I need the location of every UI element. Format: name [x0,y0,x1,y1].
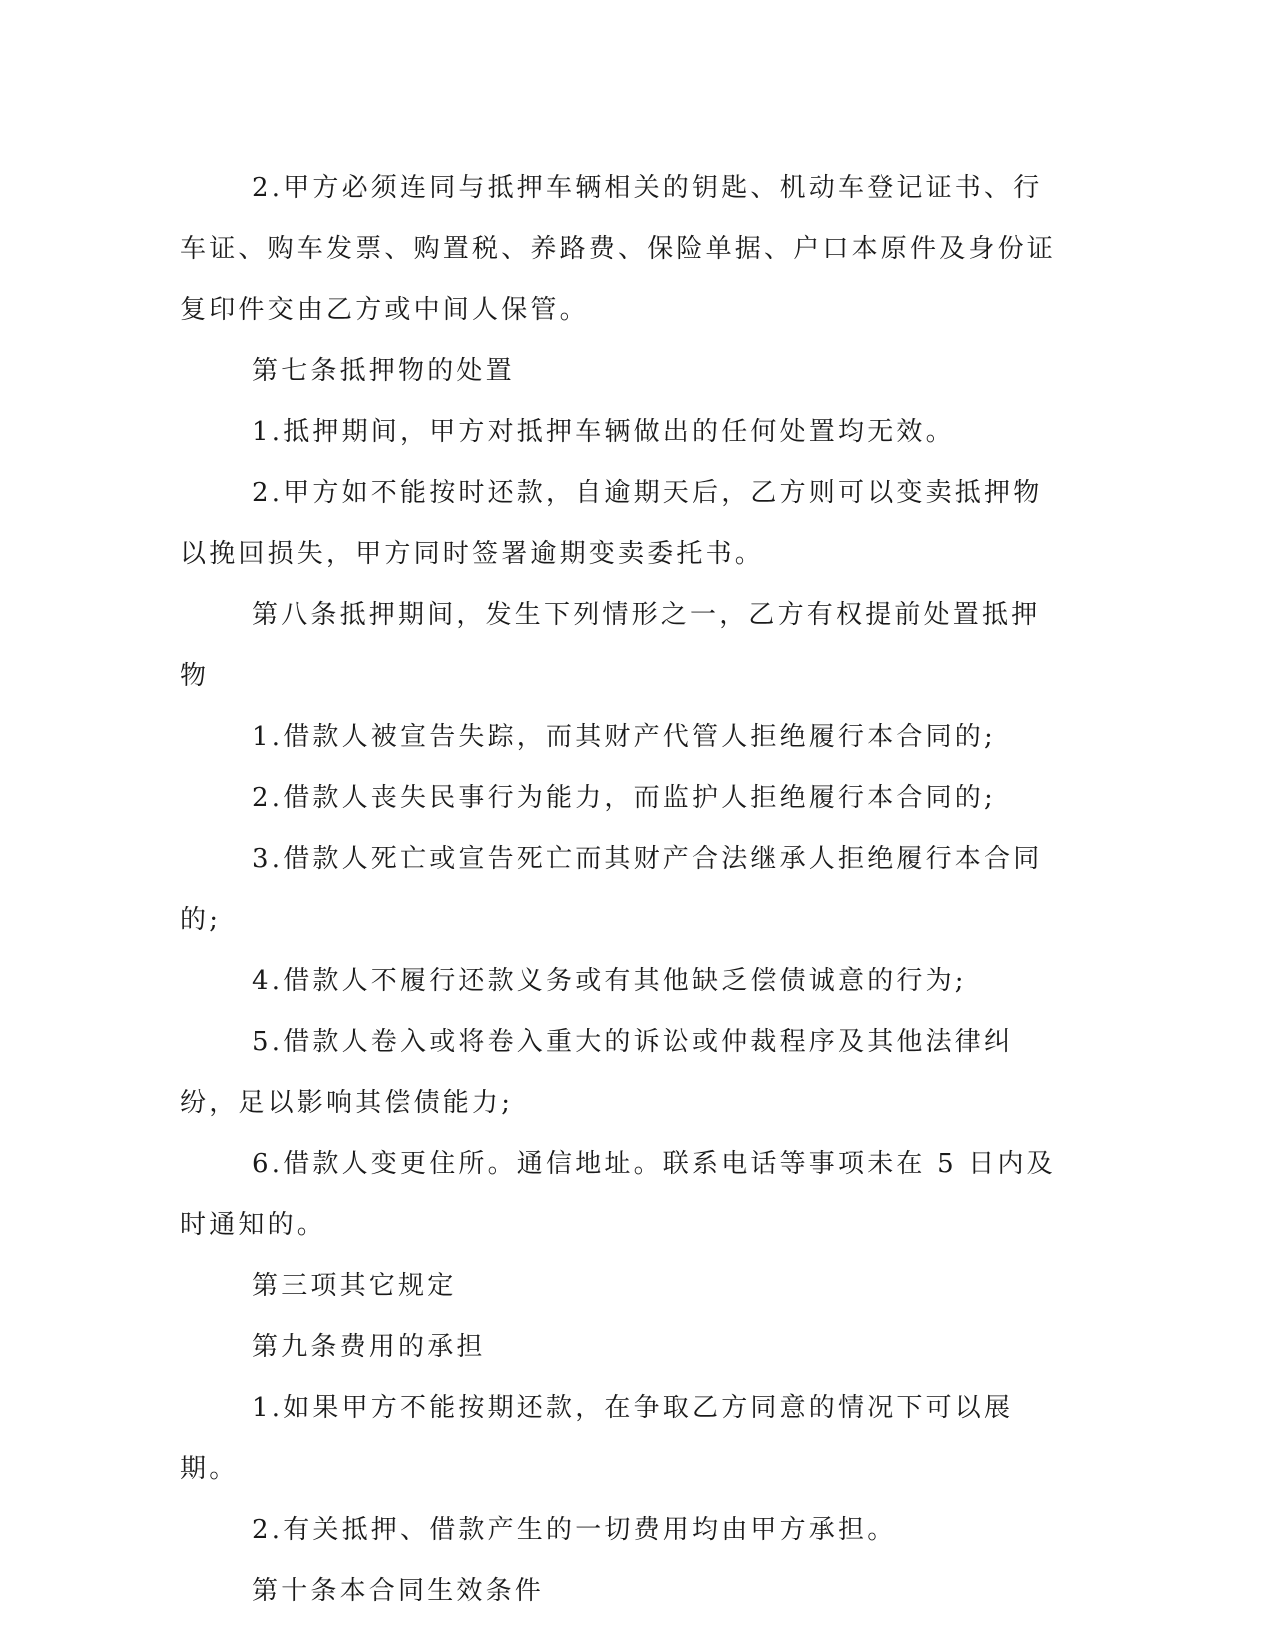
paragraph-article7-item1: 1.抵押期间，甲方对抵押车辆做出的任何处置均无效。 [252,417,955,447]
paragraph-article7-item2: 2.甲方如不能按时还款，自逾期天后，乙方则可以变卖抵押物以挽回损失，甲方同时签署逾期变卖委托书。 [180,478,1043,569]
heading-article7: 第七条抵押物的处置 [252,356,515,386]
paragraph-article8-item3: 3.借款人死亡或宣告死亡而其财产合法继承人拒绝履行本合同的; [180,844,1043,935]
paragraph-article9-item2: 2.有关抵押、借款产生的一切费用均由甲方承担。 [252,1515,897,1545]
paragraph-article9-item1: 1.如果甲方不能按期还款，在争取乙方同意的情况下可以展期。 [180,1393,1014,1484]
paragraph-article8-item5: 5.借款人卷入或将卷入重大的诉讼或仲裁程序及其他法律纠纷，足以影响其偿债能力; [180,1027,1014,1118]
heading-article8: 第八条抵押期间，发生下列情形之一，乙方有权提前处置抵押物 [180,600,1041,691]
paragraph-article8-item1: 1.借款人被宣告失踪，而其财产代管人拒绝履行本合同的; [252,722,996,752]
heading-article10: 第十条本合同生效条件 [252,1576,545,1606]
paragraph-article8-item6: 6.借款人变更住所。通信地址。联系电话等事项未在 5 日内及时通知的。 [180,1149,1056,1240]
paragraph-article8-item4: 4.借款人不履行还款义务或有其他缺乏偿债诚意的行为; [252,966,967,996]
document-body [180,158,1060,1622]
heading-article9: 第九条费用的承担 [252,1332,486,1362]
paragraph-article8-item2: 2.借款人丧失民事行为能力，而监护人拒绝履行本合同的; [252,783,996,813]
paragraph-article6-item2: 2.甲方必须连同与抵押车辆相关的钥匙、机动车登记证书、行车证、购车发票、购置税、养路费、保险单据、户口本原件及身份证复印件交由乙方或中间人保管。 [180,173,1057,325]
heading-section3: 第三项其它规定 [252,1271,457,1301]
